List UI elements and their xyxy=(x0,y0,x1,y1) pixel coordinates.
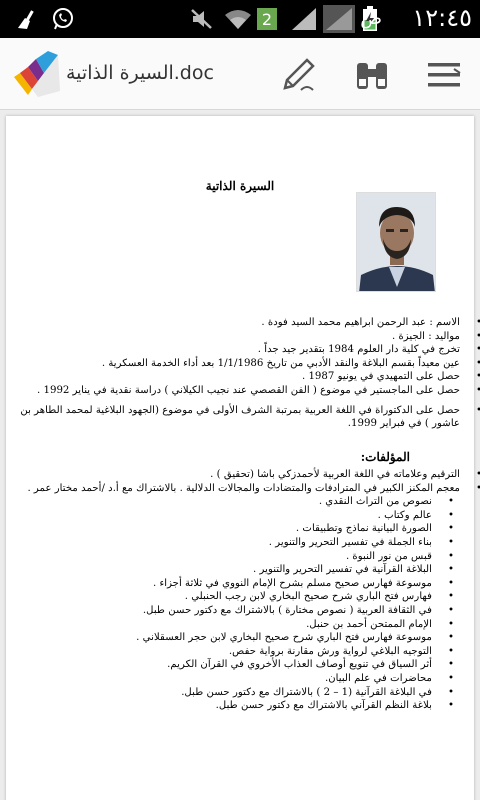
docs-logo-icon xyxy=(8,49,64,99)
list-item: حصل على الماجستير في موضوع ( الفن القصصي عند نجيب الكيلاني ) دراسة نقدية في يناير 1992 . • xyxy=(20,384,460,398)
list-item: أثر السياق في تنويع أوصاف العذاب الأخروي في القرآن الكريم. • xyxy=(20,658,432,672)
list-item: في الثقافة العربية ( نصوص مختارة ) بالاشتراك مع دكتور حسن طبل. • xyxy=(20,604,432,618)
mute-icon xyxy=(188,7,216,31)
list-item: موسوعة فهارس فتح الباري شرح صحيح البخاري لابن حجر العسقلاني . • xyxy=(20,631,432,645)
list-item: عالم وكتاب . • xyxy=(20,509,432,523)
signal-icon xyxy=(290,7,318,31)
app-bar xyxy=(0,38,480,110)
list-item: الترقيم وعلاماته في اللغة العربية لأحمدزكي باشا (تحقيق ) . • xyxy=(20,468,460,482)
wifi-icon xyxy=(224,7,252,31)
list-item: بناء الجملة في تفسير التحرير والتنوير . • xyxy=(20,536,432,550)
list-item: تخرج في كلية دار العلوم 1984 بتقدير جيد جداً . • xyxy=(20,343,460,357)
pen-icon[interactable] xyxy=(278,56,318,94)
svg-text:2: 2 xyxy=(261,10,273,29)
list-item: فهارس فتح الباري شرح صحيح البخاري لابن رجب الحنبلي . • xyxy=(20,590,432,604)
document-page xyxy=(6,116,474,800)
profile-photo xyxy=(356,192,436,292)
status-time: ١٢:٤٥ xyxy=(412,4,472,32)
document-viewer[interactable] xyxy=(0,110,480,800)
list-item: في البلاغة القرآنية (1 – 2 ) بالاشتراك مع دكتور حسن طبل. • xyxy=(20,686,432,700)
list-item: موسوعة فهارس صحيح مسلم بشرح الإمام النووي في ثلاثة أجزاء . • xyxy=(20,577,432,591)
signal-icon xyxy=(322,7,356,31)
list-item: بلاغة النظم القرآني بالاشتراك مع دكتور حسن طبل. • xyxy=(20,699,432,713)
list-item: نصوص من التراث النقدي . • xyxy=(20,495,432,509)
list-item: الاسم : عبد الرحمن ابراهيم محمد السيد فودة . • xyxy=(20,316,460,330)
list-item: قبس من نور النبوة . • xyxy=(20,550,432,564)
list-item: مواليد : الجيزة . • xyxy=(20,330,460,344)
list-item: التوجيه البلاغي لرواية ورش مقارنة برواية حفص. • xyxy=(20,645,432,659)
whatsapp-icon xyxy=(50,7,76,31)
personal-info-list xyxy=(20,316,460,431)
works-list xyxy=(20,468,460,713)
list-item: حصل على الدكتوراة في اللغة العربية بمرتبة الشرف الأولى في موضوع (الجهود البلاغية لمحمد الطاهر بن عاشور ) في فبراير 1999. • xyxy=(20,404,460,431)
list-item: عين معيداً بقسم البلاغة والنقد الأدبي من تاريخ 1/1/1986 بعد أداء الخدمة العسكرية . • xyxy=(20,357,460,371)
menu-icon[interactable] xyxy=(424,56,464,94)
status-ampm: ص xyxy=(360,8,382,29)
status-bar xyxy=(0,0,480,38)
list-item: معجم المكنز الكبير في المترادفات والمتضادات والمجالات الدلالية . بالاشتراك مع أ.د /أحمد مختار عمر . • xyxy=(20,482,460,496)
sim-2-icon xyxy=(256,7,278,31)
list-item: الإمام الممتحن أحمد بن حنبل. • xyxy=(20,618,432,632)
list-item: الصورة البيانية نماذج وتطبيقات . • xyxy=(20,522,432,536)
document-title: السيرة الذاتية.doc xyxy=(66,62,214,84)
list-item: البلاغة القرآنية في تفسير التحرير والتنوير . • xyxy=(20,563,432,577)
broom-icon xyxy=(14,7,40,31)
binoculars-icon[interactable] xyxy=(352,56,392,94)
list-item: محاضرات في علم البيان. • xyxy=(20,672,432,686)
list-item: حصل على التمهيدي في يونيو 1987 . • xyxy=(20,370,460,384)
document-heading: السيرة الذاتية xyxy=(205,179,275,193)
works-heading: المؤلفات: xyxy=(360,450,410,464)
